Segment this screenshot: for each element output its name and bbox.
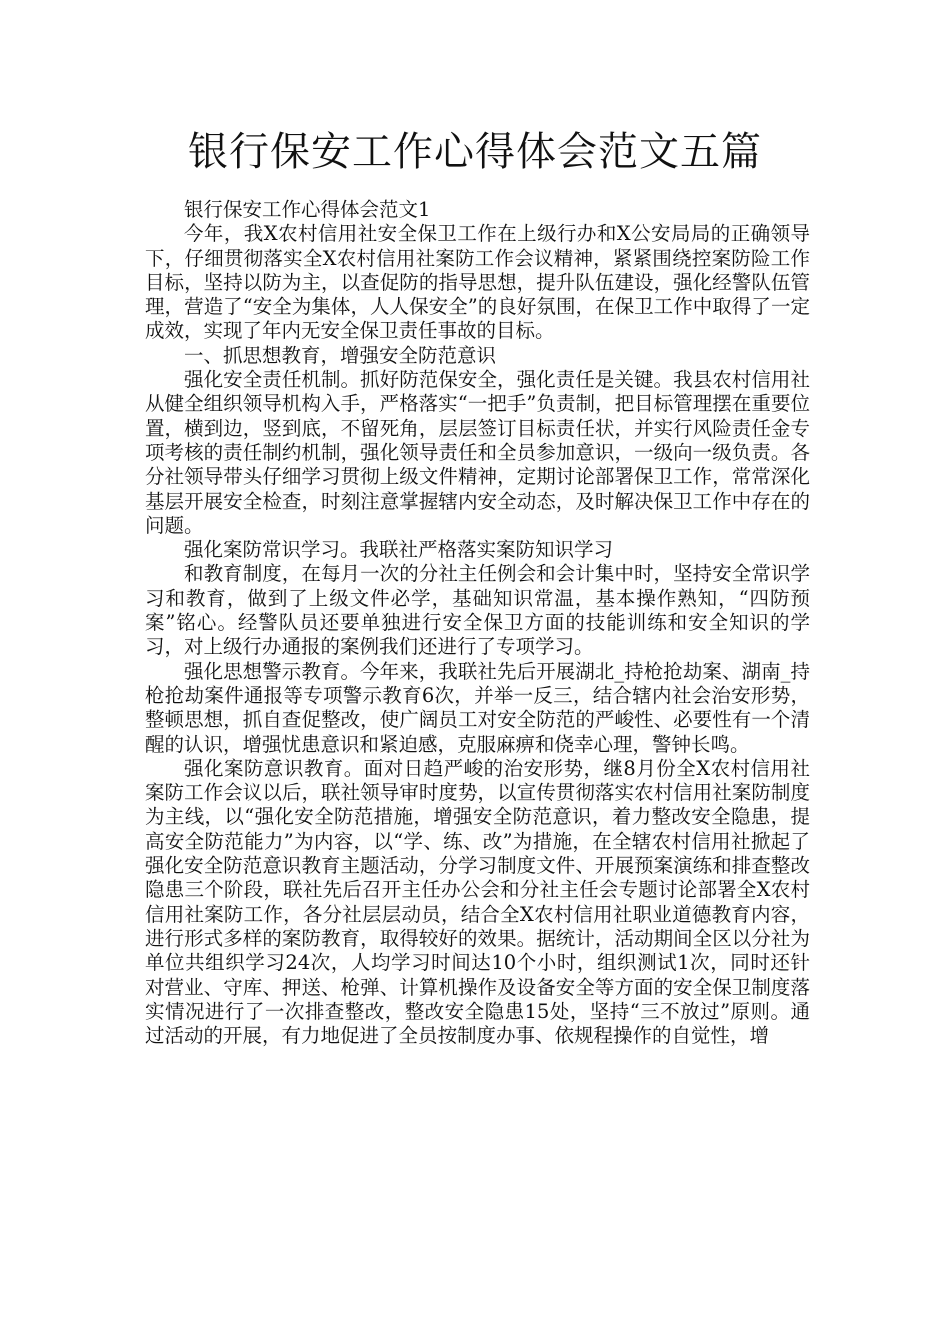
body-paragraph: 强化案防意识教育。面对日趋严峻的治安形势，继8月份全X农村信用社案防工作会议以后，联社领导审时度势，以宣传贯彻落实农村信用社案防制度为主线，以“强化安全防范措施，增强安全防范意识，着力整改安全隐患，提高安全防范能力”为内容，以“学、练、改”为措施，在全辖农村信用社掀起了强化安全防范意识教育主题活动，分学习制度文件、开展预案演练和排查整改隐患三个阶段，联社先后召开主任办公会和分社主任会专题讨论部署全X农村信用社案防工作，各分社层层动员，结合全X农村信用社职业道德教育内容，进行形式多样的案防教育，取得较好的效果。据统计，活动期间全区以分社为单位共组织学习24次，人均学习时间达10个小时，组织测试1次，同时还针对营业、守库、押送、枪弹、计算机操作及设备安全等方面的安全保卫制度落实情况进行了一次排查整改，整改安全隐患15处，坚持“三不放过”原则。通过活动的开展，有力地促进了全员按制度办事、依规程操作的自觉性，增 (145, 756, 810, 1048)
document-title: 银行保安工作心得体会范文五篇 (188, 129, 762, 175)
body-paragraph: 强化思想警示教育。今年来，我联社先后开展湖北_持枪抢劫案、湖南_持枪抢劫案件通报等专项警示教育6次，并举一反三，结合辖内社会治安形势，整顿思想，抓自查促整改，使广阔员工对安全防范的严峻性、必要性有一个清醒的认识，增强忧患意识和紧迫感，克服麻痹和侥幸心理，警钟长鸣。 (145, 659, 810, 756)
body-paragraph: 强化案防常识学习。我联社严格落实案防知识学习 (184, 538, 614, 562)
body-paragraph: 强化安全责任机制。抓好防范保安全，强化责任是关键。我县农村信用社从健全组织领导机构入手，严格落实“一把手”负责制，把目标管理摆在重要位置，横到边，竖到底，不留死角，层层签订目标责任状，并实行风险责任金专项考核的责任制约机制，强化领导责任和全员参加意识，一级向一级负责。各分社领导带头仔细学习贯彻上级文件精神，定期讨论部署保卫工作，常常深化基层开展安全检查，时刻注意掌握辖内安全动态，及时解决保卫工作中存在的问题。 (145, 368, 810, 537)
document-body (145, 198, 810, 1048)
body-paragraph: 今年，我X农村信用社安全保卫工作在上级行办和X公安局局的正确领导下，仔细贯彻落实全X农村信用社案防工作会议精神，紧紧围绕控案防险工作目标，坚持以防为主，以查促防的指导思想，提升队伍建设，强化经警队伍管理，营造了“安全为集体，人人保安全”的良好氛围，在保卫工作中取得了一定成效，实现了年内无安全保卫责任事故的目标。 (145, 222, 810, 343)
section-heading: 银行保安工作心得体会范文1 (184, 198, 431, 221)
section-heading: 一、抓思想教育，增强安全防范意识 (184, 343, 497, 367)
body-paragraph: 和教育制度，在每月一次的分社主任例会和会计集中时，坚持安全常识学习和教育，做到了上级文件必学，基础知识常温，基本操作熟知，“四防预案”铭心。经警队员还要单独进行安全保卫方面的技能训练和安全知识的学习，对上级行办通报的案例我们还进行了专项学习。 (145, 562, 810, 659)
